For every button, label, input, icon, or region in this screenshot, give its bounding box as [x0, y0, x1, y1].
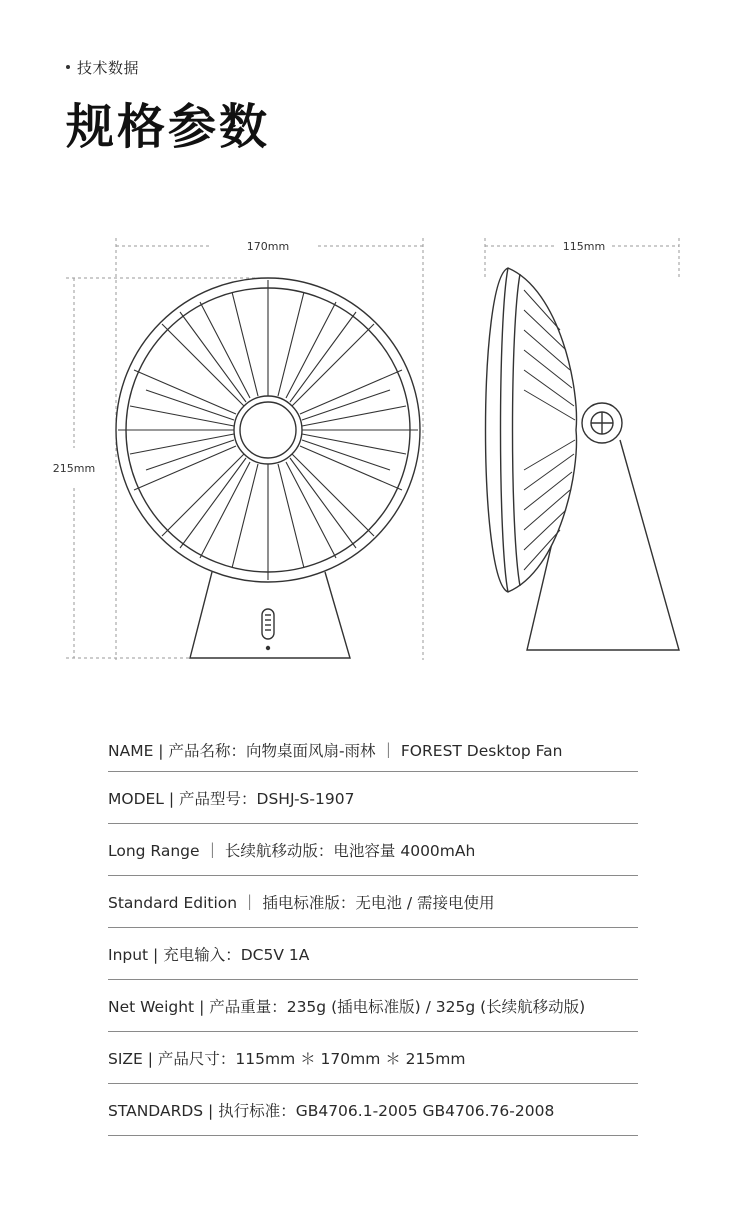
spec-row-standards: STANDARDS | 执行标准：GB4706.1-2005 GB4706.76-2008 [108, 1085, 638, 1136]
fan-front-view-icon [116, 278, 420, 658]
spec-row-long-range: Long Range ｜ 长续航移动版：电池容量 4000mAh [108, 825, 638, 876]
height-dimension-label: 215mm [52, 462, 96, 475]
spec-row-input: Input | 充电输入：DC5V 1A [108, 929, 638, 980]
spec-row-size: SIZE | 产品尺寸：115mm ＊ 170mm ＊ 215mm [108, 1033, 638, 1084]
spec-row-net-weight: Net Weight | 产品重量：235g (插电标准版) / 325g (长续航移动版) [108, 981, 638, 1032]
width-dimension-label: 170mm [246, 240, 290, 253]
page-title: 规格参数 [66, 99, 271, 155]
spec-list [108, 728, 638, 1137]
depth-dimension-label: 115mm [562, 240, 606, 253]
section-kicker [66, 57, 139, 78]
spec-row-name: NAME | 产品名称：向物桌面风扇-雨林 ｜ FOREST Desktop Fan [108, 728, 638, 772]
spec-row-standard-edition: Standard Edition ｜ 插电标准版：无电池 / 需接电使用 [108, 877, 638, 928]
fan-side-view-icon [486, 268, 680, 650]
spec-row-model: MODEL | 产品型号：DSHJ-S-1907 [108, 773, 638, 824]
bullet-dot-icon [66, 65, 70, 69]
dimension-diagram [0, 220, 750, 680]
kicker-text: 技术数据 [77, 59, 140, 77]
